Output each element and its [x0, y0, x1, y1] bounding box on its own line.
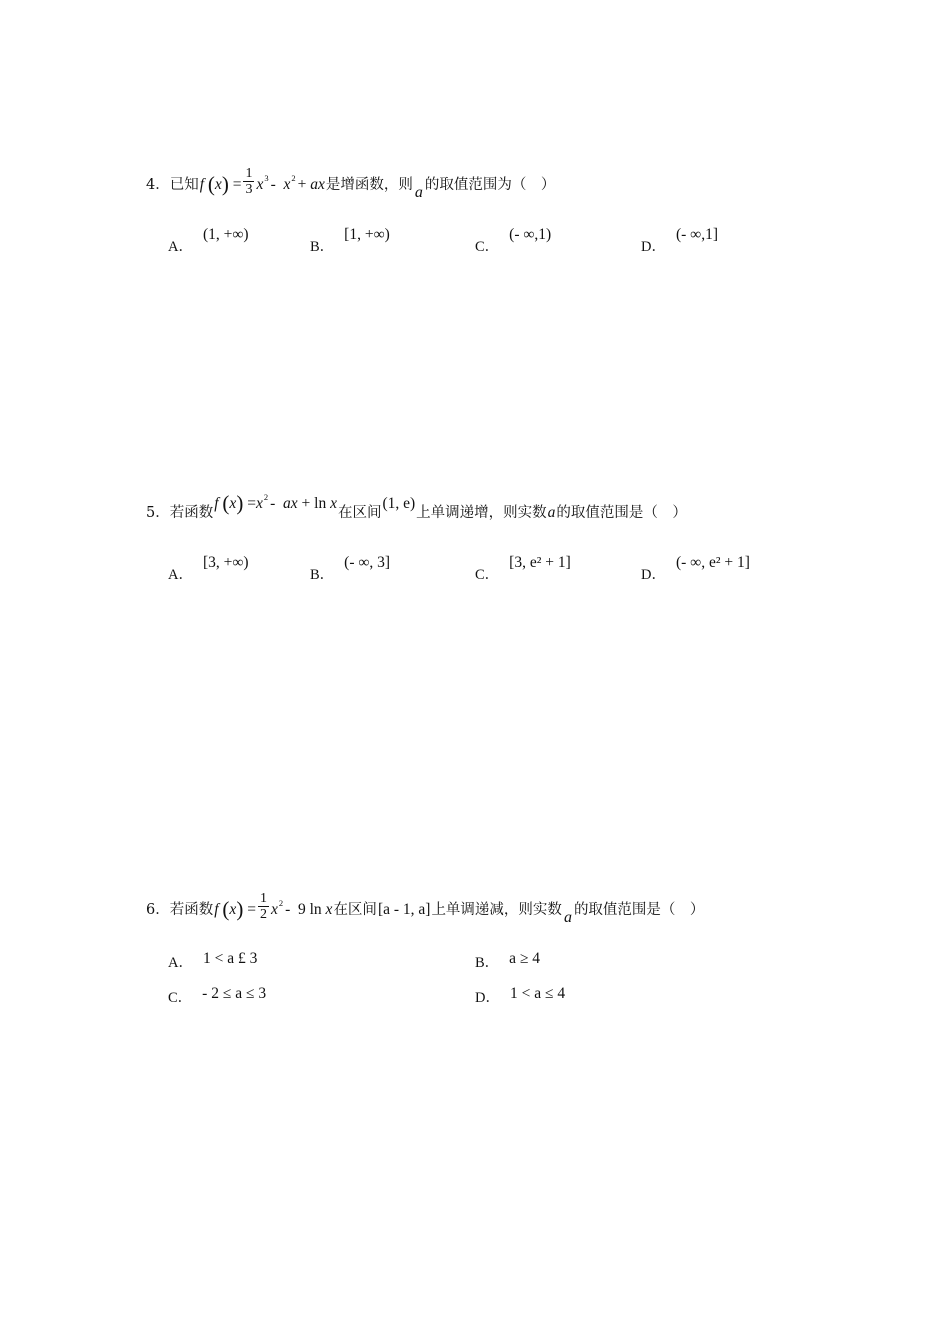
- question-5-stem: [146, 490, 687, 528]
- option-label: D．: [641, 567, 666, 583]
- option-value: [3, +∞): [202, 554, 249, 571]
- variable-a: a: [547, 504, 556, 522]
- stem-text: 在区间: [337, 504, 382, 521]
- option-a[interactable]: [168, 224, 249, 254]
- option-value: - 2 ≤ a ≤ 3: [202, 985, 267, 1002]
- option-label: D．: [641, 239, 666, 255]
- option-label: C．: [475, 239, 500, 255]
- stem-text: 的取值范围是（ ）: [573, 901, 705, 918]
- question-4-stem: [146, 166, 556, 201]
- option-value: (- ∞, e² + 1]: [675, 554, 750, 571]
- stem-text: 在区间: [333, 901, 377, 918]
- option-c[interactable]: [168, 975, 266, 1005]
- option-label: B．: [310, 567, 335, 583]
- question-number: 5．: [146, 504, 170, 521]
- option-label: C．: [168, 990, 193, 1006]
- stem-text: 的取值范围为（ ）: [424, 176, 556, 193]
- option-label: B．: [310, 239, 335, 255]
- option-value: (- ∞, 3]: [344, 554, 391, 571]
- option-value: 1 < a £ 3: [202, 950, 258, 967]
- option-d[interactable]: [641, 552, 750, 582]
- stem-text: 上单调递减，则实数: [431, 901, 562, 918]
- function-formula: f ( x ) = $\frac{1}{2}$ x 2 - 9 ln x: [214, 891, 333, 922]
- option-value: (1, +∞): [202, 226, 249, 243]
- stem-text: 已知: [169, 176, 199, 193]
- option-label: C．: [475, 567, 500, 583]
- interval: [a - 1, a]: [377, 901, 431, 919]
- option-label: B．: [475, 955, 500, 971]
- option-a[interactable]: [168, 940, 257, 970]
- stem-text: 的取值范围是（ ）: [556, 504, 687, 521]
- variable-a: a: [563, 909, 572, 926]
- question-number: 6．: [146, 901, 170, 918]
- option-label: A．: [168, 955, 193, 971]
- option-value: (- ∞,1): [509, 226, 552, 243]
- stem-text: 是增函数，则: [325, 176, 413, 193]
- stem-text: 若函数: [169, 901, 214, 918]
- option-d[interactable]: [641, 224, 718, 254]
- option-label: D．: [475, 990, 500, 1006]
- option-value: 1 < a ≤ 4: [509, 985, 566, 1002]
- option-a[interactable]: [168, 552, 249, 582]
- question-6-stem: [146, 891, 705, 926]
- option-value: [1, +∞): [344, 226, 390, 243]
- interval: (1, e): [382, 495, 416, 513]
- stem-text: 上单调递增，则实数: [416, 504, 547, 521]
- option-b[interactable]: [310, 552, 390, 582]
- function-formula: f ( x ) = $\frac{1}{3}$ x 3 - x 2 + ax: [199, 166, 325, 197]
- option-label: A．: [168, 239, 193, 255]
- option-label: A．: [168, 567, 193, 583]
- option-b[interactable]: [310, 224, 390, 254]
- stem-text: 若函数: [169, 504, 214, 521]
- variable-a: a: [414, 184, 423, 201]
- option-c[interactable]: [475, 224, 551, 254]
- function-formula: f ( x ) = x 2 - ax + ln x: [214, 490, 337, 515]
- option-value: a ≥ 4: [509, 950, 541, 967]
- option-c[interactable]: [475, 552, 571, 582]
- option-value: [3, e² + 1]: [509, 554, 571, 571]
- option-d[interactable]: [475, 975, 565, 1005]
- option-value: (- ∞,1]: [675, 226, 719, 243]
- option-b[interactable]: [475, 940, 540, 970]
- question-number: 4．: [146, 176, 170, 193]
